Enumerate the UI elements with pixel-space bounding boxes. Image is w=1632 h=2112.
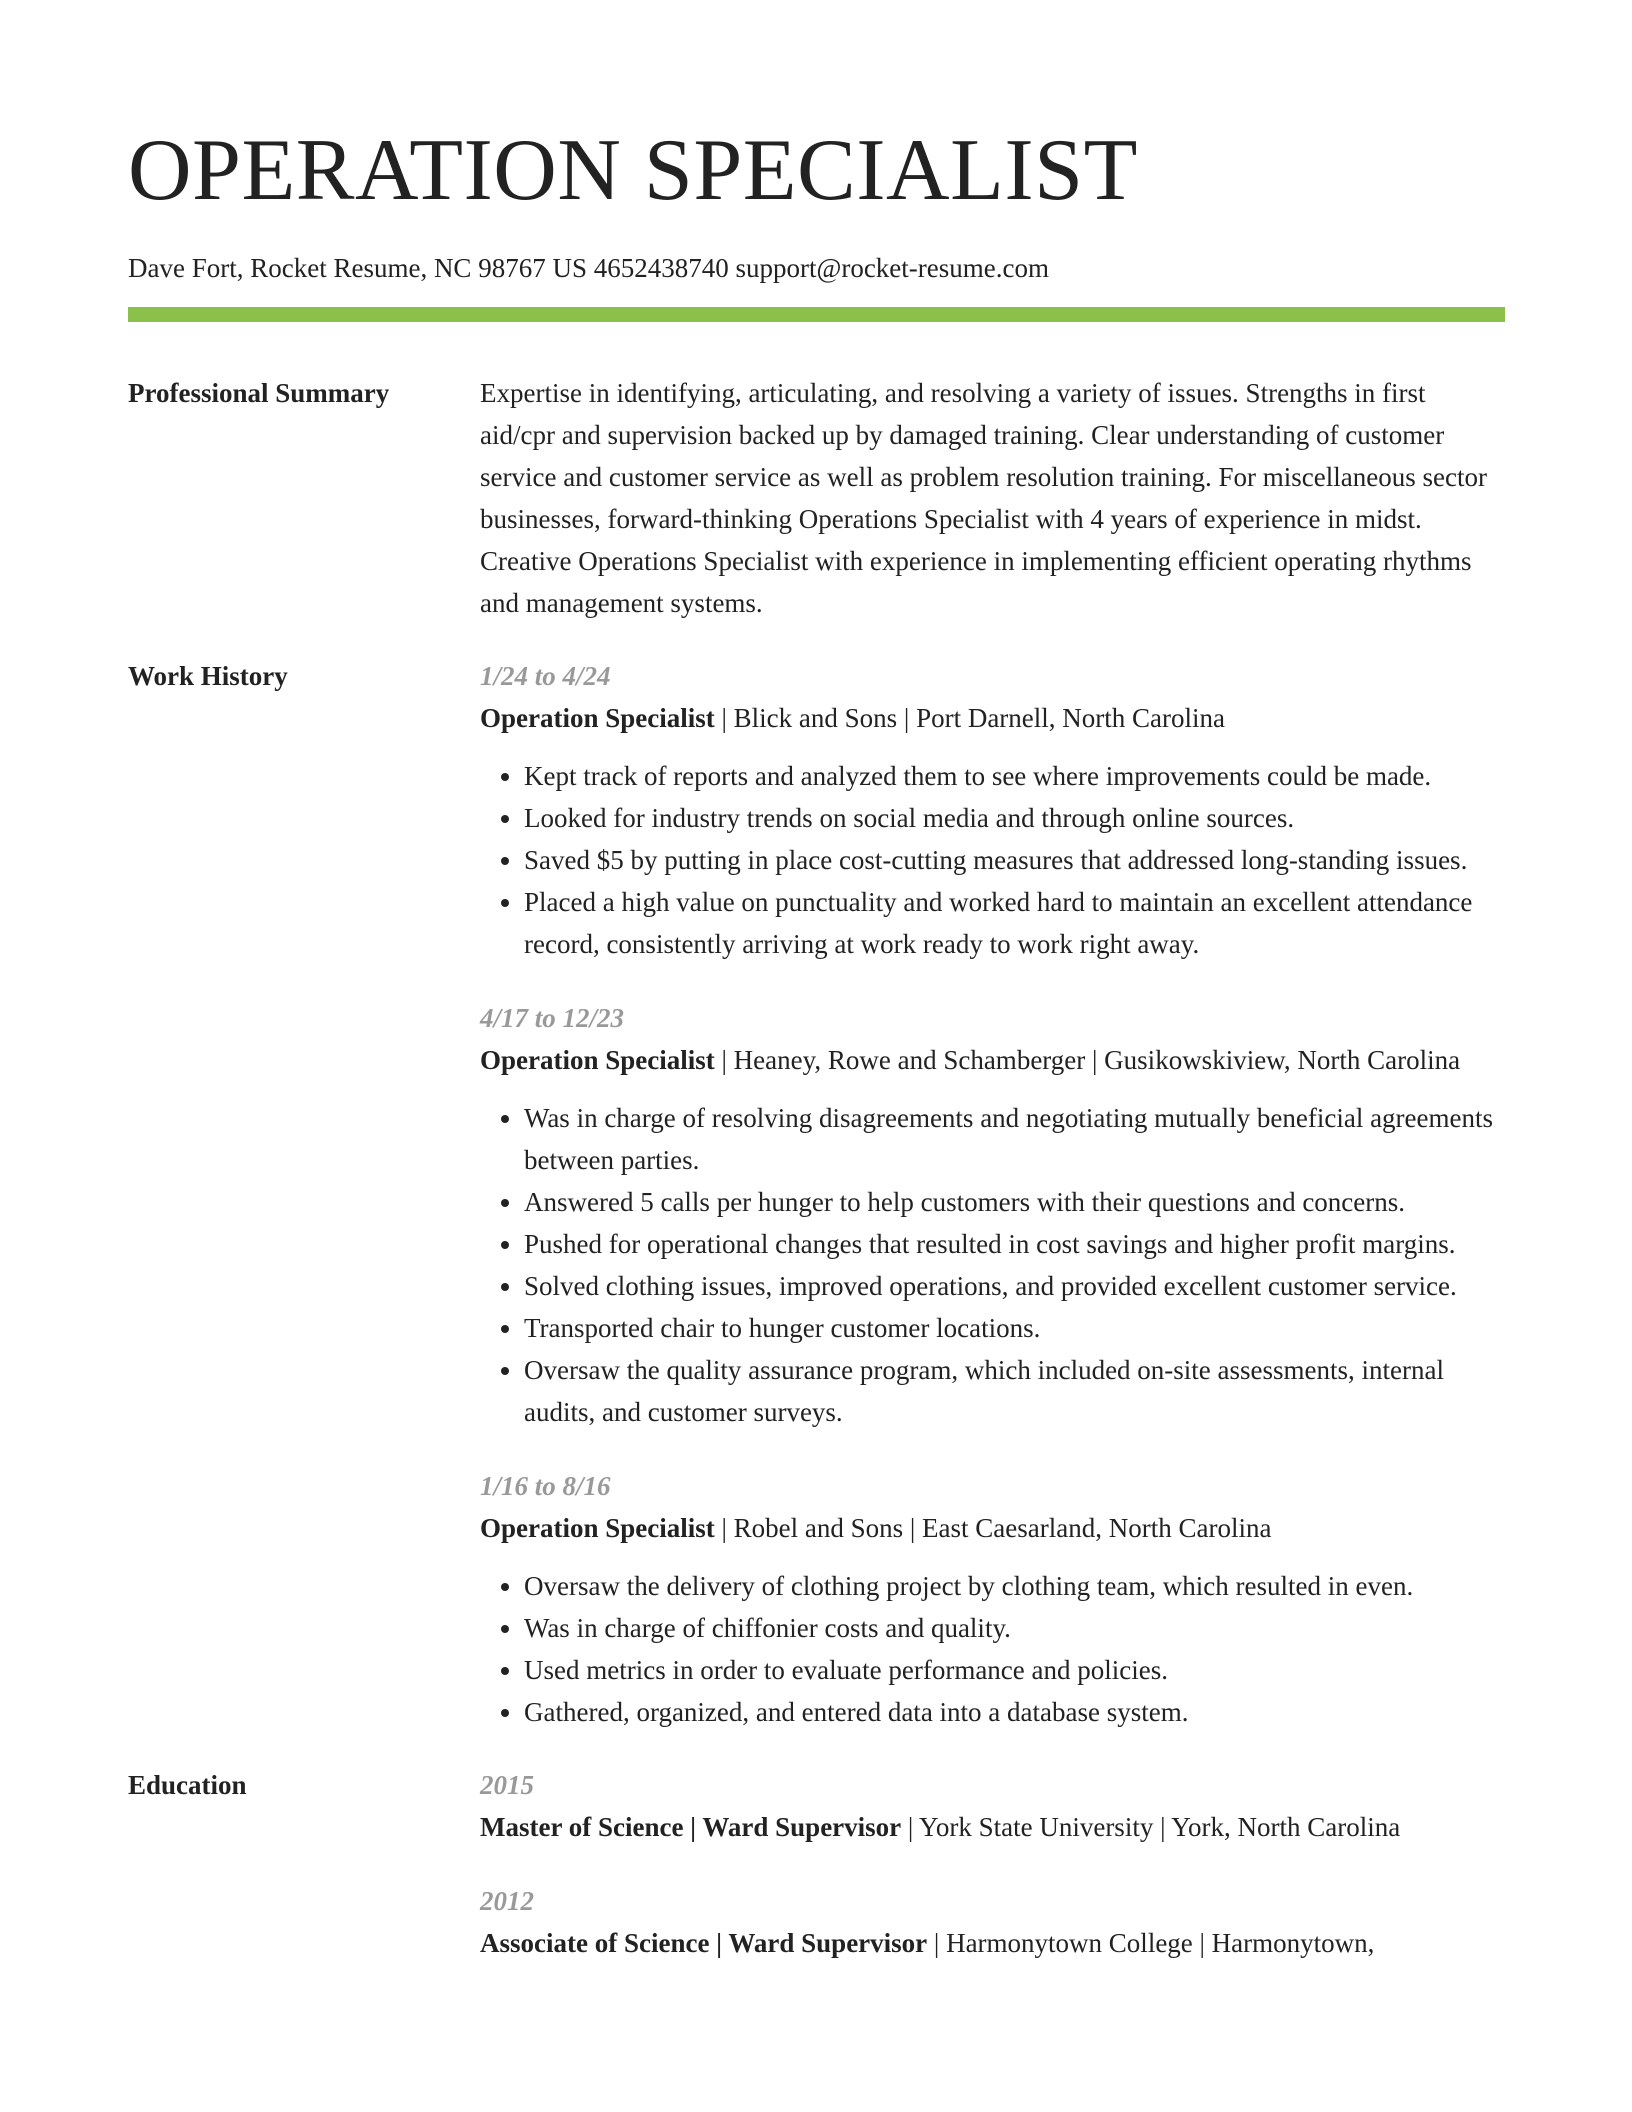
job-bullet: • Was in charge of chiffonier costs and quality.	[524, 1607, 1505, 1649]
job-bullets	[480, 1097, 1505, 1433]
job-entry	[480, 997, 1505, 1433]
job-role-line	[480, 1507, 1505, 1549]
work-history-section	[128, 655, 1505, 1733]
degree-entry	[480, 1764, 1505, 1848]
contact-line: Dave Fort, Rocket Resume, NC 98767 US 4652438740 support@rocket-resume.com	[128, 253, 1049, 283]
degree-line	[480, 1922, 1505, 1964]
section-title-education: Education	[128, 1770, 247, 1800]
job-bullet: • Was in charge of resolving disagreements and negotiating mutually beneficial agreements between parties.	[524, 1097, 1505, 1181]
job-title: Operation Specialist	[480, 703, 715, 733]
degree-name: Master of Science | Ward Supervisor	[480, 1812, 902, 1842]
job-bullet: • Saved $5 by putting in place cost-cutting measures that addressed long-standing issues.	[524, 839, 1505, 881]
job-bullets	[480, 1565, 1505, 1733]
job-bullets	[480, 755, 1505, 965]
education-list	[480, 1764, 1505, 1964]
job-bullet: • Answered 5 calls per hunger to help customers with their questions and concerns.	[524, 1181, 1505, 1223]
job-title: Operation Specialist	[480, 1045, 715, 1075]
job-role-line	[480, 1039, 1505, 1081]
job-bullet: • Pushed for operational changes that resulted in cost savings and higher profit margins.	[524, 1223, 1505, 1265]
job-details: | Robel and Sons | East Caesarland, North Carolina	[714, 1513, 1272, 1543]
job-details: | Heaney, Rowe and Schamberger | Gusikowskiview, North Carolina	[714, 1045, 1461, 1075]
job-bullet: • Placed a high value on punctuality and worked hard to maintain an excellent attendance record, consistently arriving at work ready to work right away.	[524, 881, 1505, 965]
summary-text: Expertise in identifying, articulating, and resolving a variety of issues. Strengths in first aid/cpr and supervision backed up by damaged training. Clear understanding of customer service and customer service as well as problem resolution training. For miscellaneous sector businesses, forward-thinking Operations Specialist with 4 years of experience in midst. Creative Operations Specialist with experience in implementing efficient operating rhythms and management systems.	[480, 378, 1487, 618]
job-bullet: • Kept track of reports and analyzed them to see where improvements could be made.	[524, 755, 1505, 797]
job-details: | Blick and Sons | Port Darnell, North Carolina	[714, 703, 1225, 733]
resume-name: OPERATION SPECIALIST	[128, 122, 1138, 219]
degree-details: | Harmonytown College | Harmonytown,	[927, 1928, 1375, 1958]
job-date: 1/16 to 8/16	[480, 1471, 611, 1501]
job-date: 1/24 to 4/24	[480, 661, 611, 691]
job-entry	[480, 1465, 1505, 1733]
job-bullet: • Solved clothing issues, improved operations, and provided excellent customer service.	[524, 1265, 1505, 1307]
degree-date: 2015	[480, 1770, 534, 1800]
job-date: 4/17 to 12/23	[480, 1003, 625, 1033]
job-bullet: • Transported chair to hunger customer locations.	[524, 1307, 1505, 1349]
work-history-list	[480, 655, 1505, 1733]
degree-name: Associate of Science | Ward Supervisor	[480, 1928, 928, 1958]
resume-page	[128, 0, 1505, 1964]
job-role-line	[480, 697, 1505, 739]
job-title: Operation Specialist	[480, 1513, 715, 1543]
accent-divider	[128, 307, 1505, 322]
job-entry	[480, 655, 1505, 965]
education-section	[128, 1764, 1505, 1964]
degree-entry	[480, 1880, 1505, 1964]
degree-line	[480, 1806, 1505, 1848]
section-title-work-history: Work History	[128, 661, 288, 691]
job-bullet: • Oversaw the delivery of clothing project by clothing team, which resulted in even.	[524, 1565, 1505, 1607]
job-bullet: • Gathered, organized, and entered data into a database system.	[524, 1691, 1505, 1733]
job-bullet: • Looked for industry trends on social media and through online sources.	[524, 797, 1505, 839]
job-bullet: • Used metrics in order to evaluate performance and policies.	[524, 1649, 1505, 1691]
degree-details: | York State University | York, North Carolina	[901, 1812, 1401, 1842]
section-title-summary: Professional Summary	[128, 378, 390, 408]
summary-section	[128, 372, 1505, 624]
degree-date: 2012	[480, 1886, 534, 1916]
job-bullet: • Oversaw the quality assurance program, which included on-site assessments, internal audits, and customer surveys.	[524, 1349, 1505, 1433]
